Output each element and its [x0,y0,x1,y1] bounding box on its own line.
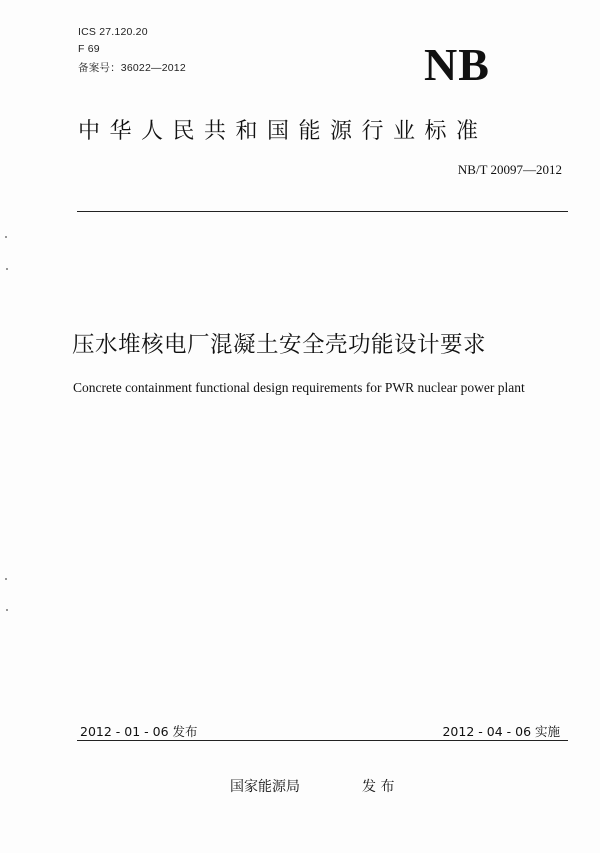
scan-speck [6,609,8,611]
document-title-chinese: 压水堆核电厂混凝土安全壳功能设计要求 [72,332,487,358]
issue-label: 发 布 [362,779,395,795]
scan-speck [5,578,7,580]
standard-type-heading: 中华人民共和国能源行业标准 [78,119,488,144]
issuing-authority: 国家能源局 [230,779,300,795]
implementation-date: 2012 - 04 - 06 实施 [442,724,560,739]
ics-code: ICS 27.120.20 [78,26,148,38]
bottom-divider [77,740,568,741]
scan-speck [5,236,7,238]
classification-code: F 69 [78,43,100,55]
issue-date: 2012 - 01 - 06 发布 [80,724,198,739]
top-divider [77,211,568,212]
standard-code: NB/T 20097—2012 [457,162,562,177]
scan-speck [6,268,8,270]
record-number: 备案号：36022—2012 [78,62,186,74]
document-title-english: Concrete containment functional design requirements for PWR nuclear power plant [73,380,525,395]
nb-logo: NB [424,39,490,90]
